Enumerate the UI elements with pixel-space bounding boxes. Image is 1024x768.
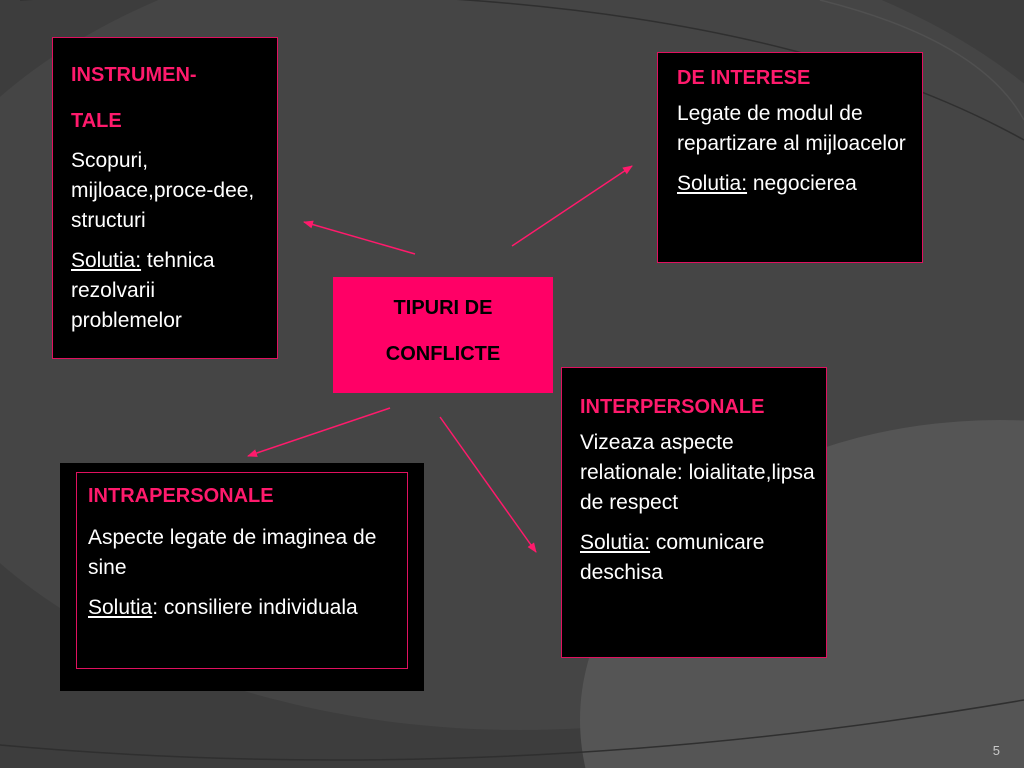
- intrapersonale-solution-label: Solutia: [88, 596, 153, 619]
- instrumentale-title-2: TALE: [71, 110, 122, 132]
- interese-solution-label: Solutia:: [677, 172, 748, 195]
- instrumentale-solution-text: tehnica rezolvarii problemelor: [71, 249, 215, 332]
- box-instrumentale: [52, 37, 278, 359]
- arrow-to-interese: [512, 166, 632, 246]
- interese-title: DE INTERESE: [677, 67, 811, 89]
- interpersonale-solution-text: comunicare deschisa: [580, 531, 765, 584]
- instrumentale-solution: [71, 246, 265, 336]
- intrapersonale-solution: [88, 593, 399, 623]
- box-intrapersonale-outer: [60, 463, 424, 691]
- interpersonale-title: INTERPERSONALE: [580, 396, 765, 418]
- box-de-interese: [657, 52, 923, 263]
- interese-solution: [677, 169, 912, 199]
- interpersonale-description: Vizeaza aspecte relationale: loialitate,lipsa de respect: [580, 431, 815, 514]
- instrumentale-description: Scopuri, mijloace,proce-dee, structuri: [71, 149, 255, 232]
- box-interpersonale: [561, 367, 827, 658]
- intrapersonale-title: INTRAPERSONALE: [88, 485, 274, 507]
- center-line-1: TIPURI DE: [393, 297, 493, 319]
- center-node-tipuri-de-conflicte: [333, 277, 553, 393]
- intrapersonale-description: Aspecte legate de imaginea de sine: [88, 526, 377, 579]
- instrumentale-solution-label: Solutia:: [71, 249, 142, 272]
- instrumentale-title-1: INSTRUMEN-: [71, 64, 197, 86]
- interpersonale-solution: [580, 528, 820, 588]
- arrow-to-instrumentale: [304, 222, 415, 254]
- arrow-to-interpersonale: [440, 417, 536, 552]
- center-line-2: CONFLICTE: [385, 343, 501, 365]
- page-number: 5: [992, 743, 1000, 758]
- interpersonale-solution-label: Solutia:: [580, 531, 651, 554]
- interese-description: Legate de modul de repartizare al mijloacelor: [677, 102, 906, 155]
- intrapersonale-solution-text: : consiliere individuala: [152, 596, 358, 619]
- interese-solution-text: negocierea: [747, 172, 857, 195]
- arrow-to-intrapersonale: [248, 408, 390, 456]
- box-intrapersonale: [76, 472, 408, 669]
